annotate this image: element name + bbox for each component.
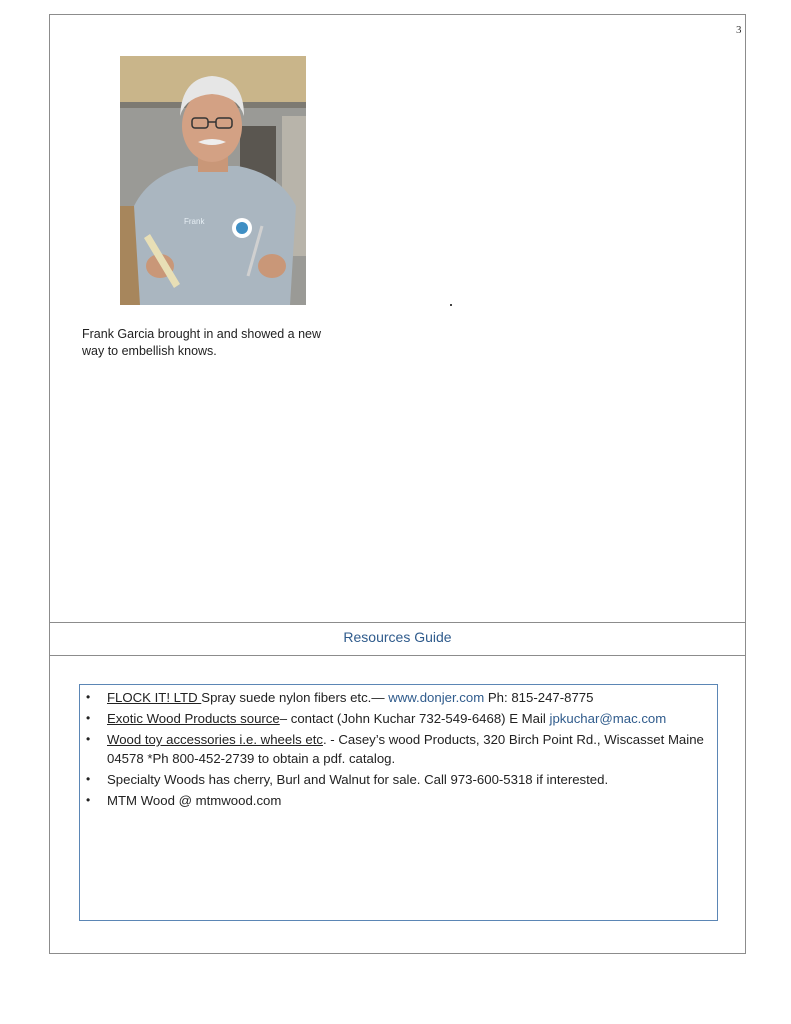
section-title: Resources Guide (343, 629, 452, 645)
shirt-name-text: Frank (184, 217, 205, 226)
resource-name: Exotic Wood Products source (107, 711, 280, 726)
resources-box (79, 684, 718, 921)
page-number: 3 (736, 24, 742, 36)
resource-text: – contact (John Kuchar 732-549-6468) E Mail (279, 711, 550, 726)
resources-list (86, 688, 713, 812)
member-photo (120, 56, 306, 305)
photo-illustration (120, 56, 306, 305)
resource-item (86, 709, 713, 728)
resource-item (86, 730, 713, 768)
bullet-icon: • (86, 772, 91, 786)
section-band (49, 622, 746, 656)
resource-item (86, 688, 713, 707)
resource-email-link[interactable]: jpkuchar@mac.com (549, 711, 667, 726)
bullet-icon: • (86, 711, 91, 725)
resource-text: Specialty Woods has cherry, Burl and Walnut for sale. Call 973-600-5318 if interested. (107, 772, 609, 787)
resource-text: Spray suede nylon fibers etc.— (201, 690, 389, 705)
resource-text: . - Casey’s wood Products, 320 Birch Point Rd., Wiscasset Maine 04578 *Ph 800-452-2739 to obtain a pdf. catalog. (107, 732, 704, 766)
photo-caption: Frank Garcia brought in and showed a new way to embellish knows. (82, 327, 322, 358)
resource-name: FLOCK IT! LTD (107, 690, 202, 705)
resource-link[interactable]: www.donjer.com (388, 690, 485, 705)
resource-item (86, 770, 713, 789)
bullet-icon: • (86, 690, 91, 704)
resource-text: MTM Wood @ mtmwood.com (107, 793, 282, 808)
bullet-icon: • (86, 732, 91, 746)
bullet-icon: • (86, 793, 91, 807)
resource-name: Wood toy accessories i.e. wheels etc (107, 732, 323, 747)
resource-tail: Ph: 815-247-8775 (484, 690, 594, 705)
resource-item (86, 791, 713, 810)
scan-speck (450, 304, 452, 306)
